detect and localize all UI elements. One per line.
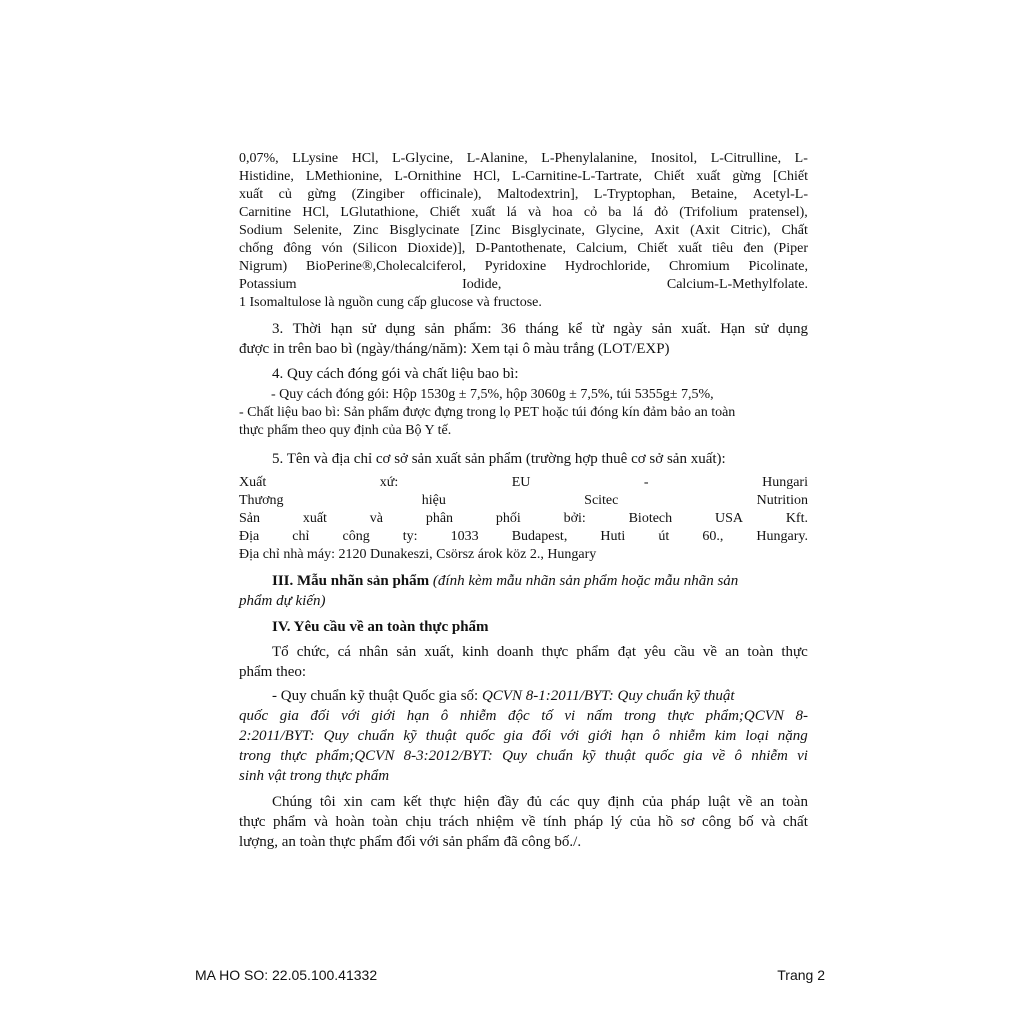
ingredient-word: Dioxide)], [407, 241, 466, 256]
word: 2:2011/BYT: [239, 728, 315, 744]
word: út [658, 529, 670, 544]
word: hoàn [335, 814, 365, 830]
word: Hungari [762, 475, 808, 490]
ingredient-word: D-Pantothenate, [475, 241, 567, 256]
word: toàn [372, 814, 399, 830]
word: đủ [526, 794, 542, 810]
ingredients-line [239, 168, 808, 186]
word: và [761, 814, 776, 830]
qcvn-line [272, 686, 735, 706]
ingredient-word: Calcium, [576, 241, 628, 256]
ingredient-word: đen [743, 241, 764, 256]
ingredient-word: Sodium [239, 223, 283, 238]
ingredient-word: pratensel), [749, 205, 808, 220]
section-iii-note: (đính kèm mẫu nhãn sản phẩm hoặc mẫu nhãn sản [432, 573, 739, 589]
commitment-line: lượng, an toàn thực phẩm đối với sản phẩm đã công bố./. [239, 834, 582, 850]
word: pháp [670, 794, 701, 810]
ingredient-word: Selenite, [293, 223, 343, 238]
word: Scitec [584, 493, 619, 508]
word: các [549, 794, 570, 810]
ingredient-word: xuất [696, 169, 721, 184]
ingredient-word: xuất [677, 241, 702, 256]
commitment-line [272, 792, 808, 812]
ingredient-word: củ [278, 187, 292, 202]
word: ty: [402, 529, 418, 544]
word: ô [734, 748, 742, 764]
ingredient-word: L- [794, 151, 808, 166]
ingredient-word: Chiết [429, 205, 461, 220]
ingredients-line [239, 240, 808, 258]
word: hồ [658, 814, 674, 830]
ingredient-word: xuất [239, 187, 264, 202]
word: thực [667, 708, 695, 724]
qcvn-line [239, 726, 808, 746]
ingredients-line [239, 150, 808, 168]
ingredient-word: Nigrum) [239, 259, 288, 274]
word: xuất [302, 511, 327, 526]
ingredient-word: Maltodextrin], [497, 187, 579, 202]
word: gia [279, 708, 299, 724]
ingredient-word: xuất [471, 205, 496, 220]
section4-line: thực phẩm theo quy định của Bộ Y tế. [239, 423, 452, 438]
word: Tổ [272, 644, 289, 660]
word: Thương [239, 493, 284, 508]
word: gia [683, 748, 703, 764]
ingredient-word: HCl, [302, 205, 330, 220]
word: nhiệm [476, 814, 514, 830]
ingredient-word: (Trifolium [679, 205, 738, 220]
section-iii-heading [272, 571, 738, 591]
word: kỹ [582, 748, 596, 764]
word: loại [745, 728, 769, 744]
word: nhiễm [751, 748, 788, 764]
ingredient-word: Chiết [637, 241, 668, 256]
word: ô [440, 708, 449, 724]
ingredient-word: Iodide, [462, 277, 502, 292]
word: toàn [747, 644, 774, 660]
ingredient-word: L-Carnitine-L-Tartrate, [512, 169, 643, 184]
section4-line: - Quy cách đóng gói: Hộp 1530g ± 7,5%, hộp 3060g ± 7,5%, túi 5355g± 7,5%, [271, 387, 714, 402]
word: sản [396, 644, 417, 660]
ingredient-word: L-Phenylalanine, [541, 151, 638, 166]
word: phẩm: [454, 321, 492, 337]
ingredient-word: Axit [654, 223, 680, 238]
word: doanh [496, 644, 534, 660]
word: sơ [680, 814, 695, 830]
ingredient-word: và [527, 205, 542, 220]
word: đạt [617, 644, 637, 660]
word: thuật [425, 728, 457, 744]
word: Kft. [785, 511, 808, 526]
ingredient-word: Bisglycinate [389, 223, 460, 238]
word: hiệu [421, 493, 446, 508]
ingredient-word: LLysine [292, 151, 339, 166]
word: dụng [777, 321, 808, 337]
word: phân [425, 511, 454, 526]
ingredient-word: Bisglycinate, [511, 223, 585, 238]
word: từ [591, 321, 604, 337]
ingredient-word: Potassium [239, 277, 297, 292]
word: kết [403, 794, 422, 810]
word: kể [568, 321, 583, 337]
word: 8- [795, 708, 808, 724]
ingredient-word: Chromium [669, 259, 730, 274]
ingredient-word: LMethionine, [305, 169, 383, 184]
ingredient-word: tiêu [712, 241, 734, 256]
word: xin [343, 794, 363, 810]
word: Hungary. [756, 529, 808, 544]
section4-line: - Chất liệu bao bì: Sản phẩm được đựng trong lọ PET hoặc túi đóng kín đảm bảo an toàn [239, 405, 736, 420]
section-iii-title: III. Mẫu nhãn sản phẩm [272, 573, 430, 589]
ingredient-word: Glycine, [595, 223, 644, 238]
word: nặng [777, 728, 808, 744]
section3-line [272, 319, 808, 339]
ingredient-word: L-Alanine, [466, 151, 528, 166]
word: chịu [405, 814, 432, 830]
ingredient-word: hoa [552, 205, 573, 220]
ingredient-word: L-Citrulline, [710, 151, 782, 166]
word: sản [424, 321, 445, 337]
word: trong [624, 708, 657, 724]
word: cầu [673, 644, 695, 660]
word: 8-3:2012/BYT: [403, 748, 493, 764]
ingredient-word: HCl, [473, 169, 501, 184]
word: Budapest, [511, 529, 568, 544]
word: vi [797, 748, 808, 764]
word: kinh [462, 644, 489, 660]
word: dụng [385, 321, 416, 337]
word: chuẩn [536, 748, 573, 764]
ingredient-word: L-Tryptophan, [593, 187, 676, 202]
word: nhiễm [459, 708, 497, 724]
word: công [342, 529, 370, 544]
qcvn-line [239, 706, 808, 726]
word: của [629, 814, 651, 830]
word: quốc [239, 708, 269, 724]
word: với [560, 728, 580, 744]
ingredient-word: Betaine, [690, 187, 738, 202]
ingredient-word: đỏ [654, 205, 669, 220]
word: xuất, [424, 644, 454, 660]
word: ngày [613, 321, 643, 337]
word: quốc [465, 728, 495, 744]
ingredient-word: lá [506, 205, 517, 220]
ingredient-word: Pyridoxine [484, 259, 547, 274]
ingredient-word: (Piper [773, 241, 808, 256]
word: tính [543, 814, 567, 830]
page-number: Trang 2 [777, 967, 825, 983]
ingredient-word: đông [283, 241, 312, 256]
word: chất [782, 814, 808, 830]
section5-title: 5. Tên và địa chỉ cơ sở sản xuất sản phẩm (trường hợp thuê cơ sở sản xuất): [272, 451, 726, 467]
ingredients-line [239, 204, 808, 222]
ingredient-word: Calcium-L-Methylfolate. [666, 277, 808, 292]
ingredient-word: Chất [781, 223, 808, 238]
word: về [702, 644, 718, 660]
word: Nutrition [756, 493, 808, 508]
ingredient-word: Citric), [730, 223, 771, 238]
word: ô [652, 728, 660, 744]
word: thực [541, 644, 569, 660]
distributor-line [239, 510, 808, 528]
ingredient-word: gừng [307, 187, 337, 202]
word: tố [541, 708, 553, 724]
word: 3. [272, 321, 284, 337]
word: chỉ [292, 529, 310, 544]
word: đối [531, 728, 552, 744]
word: phẩm;QCVN [705, 708, 784, 724]
word: đối [310, 708, 330, 724]
word: quy [577, 794, 600, 810]
brand-line [239, 492, 808, 510]
word: với [341, 708, 360, 724]
word: tôi [319, 794, 336, 810]
word: 60., [702, 529, 724, 544]
word: USA [714, 511, 743, 526]
ingredient-word: (Axit [690, 223, 720, 238]
section3-line: được in trên bao bì (ngày/tháng/năm): Xem tại ô màu trắng (LOT/EXP) [239, 341, 670, 357]
word: pháp [573, 814, 604, 830]
word: và [369, 511, 383, 526]
word: quốc [644, 748, 675, 764]
word: 1033 [450, 529, 479, 544]
qcvn-line: sinh vật trong thực phẩm [239, 768, 390, 784]
word: sử [361, 321, 376, 337]
word: tháng [525, 321, 559, 337]
ingredient-word: [Chiết [772, 169, 808, 184]
word: trách [438, 814, 469, 830]
word: thực [239, 814, 266, 830]
word: Địa [239, 529, 260, 544]
qcvn-standard: QCVN 8-1:2011/BYT: Quy chuẩn kỹ thuật [481, 688, 735, 704]
ingredient-word: cỏ [583, 205, 598, 220]
word: - [643, 475, 649, 490]
ingredient-word: [Zinc [470, 223, 501, 238]
word: nấm [586, 708, 613, 724]
origin-line [239, 474, 808, 492]
word: nhân [359, 644, 389, 660]
word: thực [429, 794, 456, 810]
isomaltulose-note: 1 Isomaltulose là nguồn cung cấp glucose và fructose. [239, 295, 542, 310]
word: gia [503, 728, 523, 744]
ingredient-word: Acetyl-L- [752, 187, 808, 202]
word: luật [707, 794, 731, 810]
word: giới [588, 728, 612, 744]
ingredient-word: gừng [732, 169, 762, 184]
word: hạn [330, 321, 353, 337]
word: xứ: [379, 475, 399, 490]
word: Chúng [272, 794, 313, 810]
ingredient-word: Histidine, [239, 169, 294, 184]
ingredient-word: (Zingiber [351, 187, 405, 202]
dossier-code: MA HO SO: 22.05.100.41332 [195, 967, 378, 983]
word: Quy [502, 748, 528, 764]
word: EU [511, 475, 531, 490]
word: Biotech [628, 511, 673, 526]
word: Sản [239, 511, 260, 526]
word: phẩm [272, 814, 307, 830]
word: sử [754, 321, 769, 337]
word: Quy [323, 728, 349, 744]
ingredients-line [239, 186, 808, 204]
word: kim [714, 728, 737, 744]
word: cam [370, 794, 396, 810]
word: yêu [644, 644, 666, 660]
word: chuẩn [357, 728, 395, 744]
ingredient-word: HCl, [351, 151, 379, 166]
word: độc [508, 708, 530, 724]
word: định [607, 794, 635, 810]
section-iii-note-cont: phẩm dự kiến) [239, 593, 326, 609]
word: chức, [296, 644, 330, 660]
word: toàn [782, 794, 808, 810]
ingredient-word: chống [239, 241, 274, 256]
ingredient-word: Carnitine [239, 205, 292, 220]
word: của [642, 794, 664, 810]
word: an [760, 794, 775, 810]
word: phẩm;QCVN [316, 748, 395, 764]
ingredient-word: L-Ornithine [394, 169, 462, 184]
ingredient-word: lá [632, 205, 643, 220]
ingredient-word: (Silicon [352, 241, 398, 256]
word: Hạn [720, 321, 746, 337]
word: giới [371, 708, 396, 724]
company-address-line [239, 528, 808, 546]
word: hạn [620, 728, 644, 744]
word: thực [280, 748, 307, 764]
word: vi [564, 708, 576, 724]
ingredient-word: 0,07%, [239, 151, 279, 166]
word: đầy [497, 794, 519, 810]
factory-address: Địa chỉ nhà máy: 2120 Dunakeszi, Csörsz árok köz 2., Hungary [239, 547, 597, 562]
word: nhiễm [669, 728, 706, 744]
commitment-line [239, 812, 808, 832]
word: bố [738, 814, 754, 830]
word: hạn [406, 708, 430, 724]
section-iv-title: IV. Yêu cầu về an toàn thực phẩm [272, 619, 489, 635]
word: kỹ [403, 728, 417, 744]
ingredient-word: BioPerine®,Cholecalciferol, [306, 259, 466, 274]
ingredients-line [239, 258, 808, 276]
section-iv-intro [272, 642, 808, 662]
ingredient-word: L-Glycine, [392, 151, 454, 166]
word: 36 [500, 321, 516, 337]
ingredient-word: vón [321, 241, 343, 256]
ingredient-word: ba [608, 205, 622, 220]
word: trong [239, 748, 271, 764]
word: công [701, 814, 732, 830]
qcvn-line [239, 746, 808, 766]
potassium-line [239, 276, 808, 294]
word: sản [651, 321, 672, 337]
qcvn-prefix: - Quy chuẩn kỹ thuật Quốc gia số: [272, 688, 482, 704]
ingredient-word: Hydrochloride, [565, 259, 651, 274]
word: Thời [292, 321, 322, 337]
word: xuất. [681, 321, 711, 337]
word: bởi: [563, 511, 586, 526]
word: thuật [604, 748, 636, 764]
ingredient-word: Picolinate, [748, 259, 808, 274]
word: hiện [463, 794, 490, 810]
word: phối [495, 511, 521, 526]
word: thực [781, 644, 808, 660]
word: về [711, 748, 726, 764]
ingredients-line [239, 222, 808, 240]
word: Huti [600, 529, 626, 544]
section4-title: 4. Quy cách đóng gói và chất liệu bao bì: [272, 366, 519, 382]
word: an [725, 644, 740, 660]
word: về [521, 814, 536, 830]
word: về [738, 794, 753, 810]
word: và [313, 814, 328, 830]
word: lý [610, 814, 623, 830]
ingredient-word: Inositol, [650, 151, 698, 166]
word: Xuất [239, 475, 267, 490]
ingredient-word: officinale), [419, 187, 482, 202]
ingredient-word: Zinc [352, 223, 379, 238]
ingredient-word: Chiết [654, 169, 685, 184]
word: phẩm [576, 644, 610, 660]
ingredient-word: LGlutathione, [340, 205, 419, 220]
word: cá [337, 644, 351, 660]
section-iv-intro: phẩm theo: [239, 664, 307, 680]
